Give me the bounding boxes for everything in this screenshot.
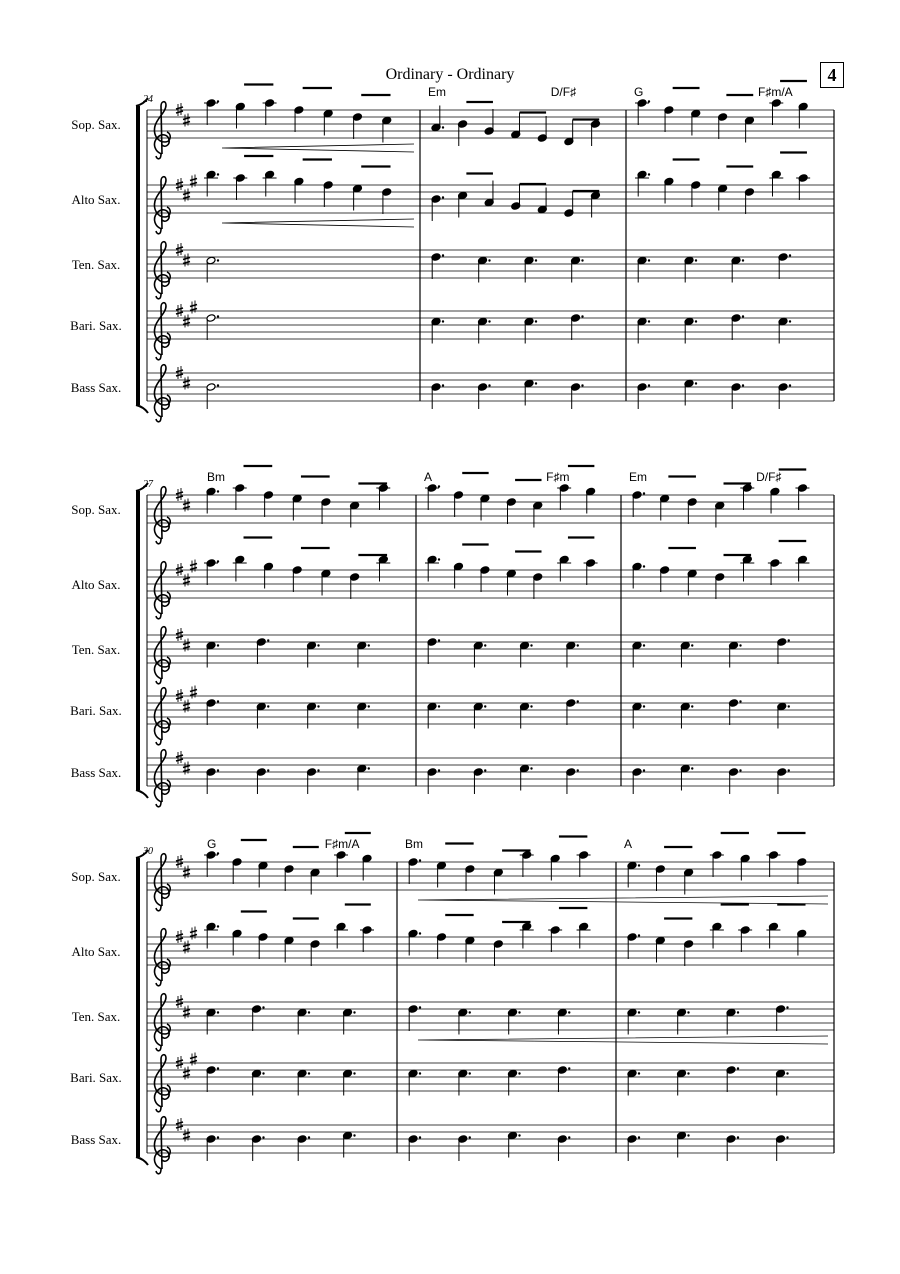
augmentation-dot (788, 639, 790, 641)
sharp-icon (176, 103, 183, 116)
augmentation-dot (267, 705, 269, 707)
system-bracket (136, 858, 140, 1157)
chord-symbol: A (424, 470, 433, 484)
augmentation-dot (739, 644, 741, 646)
augmentation-dot (789, 384, 791, 386)
augmentation-dot (469, 1136, 471, 1138)
augmentation-dot (577, 644, 579, 646)
augmentation-dot (217, 100, 219, 102)
instrument-label: Bari. Sax. (70, 318, 122, 333)
chord-symbol: G (634, 85, 644, 99)
sharp-icon (176, 1118, 183, 1131)
augmentation-dot (643, 565, 645, 567)
augmentation-dot (535, 259, 537, 261)
augmentation-dot (786, 1006, 788, 1008)
instrument-label: Ten. Sax. (71, 642, 121, 657)
augmentation-dot (737, 1011, 739, 1013)
measure-number: 30 (143, 846, 153, 857)
sharp-icon (183, 377, 190, 390)
augmentation-dot (217, 315, 219, 317)
augmentation-dot (217, 1136, 219, 1138)
augmentation-dot (442, 254, 444, 256)
page-title: Ordinary - Ordinary (385, 66, 515, 83)
sharp-icon (183, 114, 190, 127)
augmentation-dot (648, 320, 650, 322)
instrument-label: Ten. Sax. (71, 257, 121, 272)
chord-symbol: D/F♯ (756, 470, 782, 484)
augmentation-dot (530, 705, 532, 707)
augmentation-dot (217, 925, 219, 927)
sharp-icon (190, 301, 197, 314)
instrument-label: Alto Sax. (71, 944, 121, 959)
augmentation-dot (648, 100, 650, 102)
augmentation-dot (695, 320, 697, 322)
augmentation-dot (217, 852, 219, 854)
augmentation-dot (581, 384, 583, 386)
bracket-hook-bottom (136, 1157, 148, 1165)
augmentation-dot (368, 644, 370, 646)
sharp-icon (176, 563, 183, 576)
augmentation-dot (488, 320, 490, 322)
augmentation-dot (308, 1136, 310, 1138)
augmentation-dot (217, 644, 219, 646)
augmentation-dot (442, 384, 444, 386)
augmentation-dot (419, 1072, 421, 1074)
augmentation-dot (262, 1072, 264, 1074)
augmentation-dot (419, 1136, 421, 1138)
augmentation-dot (648, 173, 650, 175)
augmentation-dot (438, 769, 440, 771)
augmentation-dot (788, 705, 790, 707)
augmentation-dot (695, 259, 697, 261)
sharp-icon (176, 689, 183, 702)
augmentation-dot (737, 1067, 739, 1069)
crescendo-hairpin (418, 1036, 828, 1044)
instrument-label: Bass Sax. (70, 1132, 122, 1147)
augmentation-dot (438, 639, 440, 641)
augmentation-dot (438, 558, 440, 560)
augmentation-dot (638, 1072, 640, 1074)
sharp-icon (176, 366, 183, 379)
augmentation-dot (691, 767, 693, 769)
augmentation-dot (643, 644, 645, 646)
crescendo-hairpin (418, 896, 828, 904)
sharp-icon (176, 751, 183, 764)
augmentation-dot (786, 1072, 788, 1074)
sharp-icon (176, 995, 183, 1008)
sharp-icon (183, 189, 190, 202)
chord-symbol: Em (428, 85, 446, 99)
augmentation-dot (267, 769, 269, 771)
augmentation-dot (742, 259, 744, 261)
augmentation-dot (484, 769, 486, 771)
sharp-icon (183, 499, 190, 512)
sharp-icon (176, 930, 183, 943)
sharp-icon (176, 304, 183, 317)
augmentation-dot (419, 1006, 421, 1008)
augmentation-dot (789, 254, 791, 256)
augmentation-dot (687, 1134, 689, 1136)
sharp-icon (190, 1053, 197, 1066)
crescendo-hairpin (222, 144, 414, 152)
augmentation-dot (535, 382, 537, 384)
augmentation-dot (518, 1011, 520, 1013)
sharp-icon (183, 866, 190, 879)
chord-symbol: F♯m/A (324, 837, 360, 851)
system-bracket (136, 106, 140, 405)
chord-symbol: A (624, 837, 633, 851)
augmentation-dot (488, 259, 490, 261)
augmentation-dot (638, 864, 640, 866)
sharp-icon (183, 315, 190, 328)
instrument-label: Bari. Sax. (70, 703, 122, 718)
instrument-label: Bass Sax. (70, 380, 122, 395)
augmentation-dot (577, 700, 579, 702)
augmentation-dot (568, 1136, 570, 1138)
sharp-icon (176, 1056, 183, 1069)
augmentation-dot (308, 1011, 310, 1013)
augmentation-dot (530, 644, 532, 646)
augmentation-dot (419, 932, 421, 934)
augmentation-dot (217, 259, 219, 261)
augmentation-dot (737, 1136, 739, 1138)
chord-symbol: G (207, 837, 217, 851)
augmentation-dot (442, 126, 444, 128)
sharp-icon (190, 560, 197, 573)
augmentation-dot (317, 705, 319, 707)
augmentation-dot (581, 259, 583, 261)
sharp-icon (190, 686, 197, 699)
augmentation-dot (217, 490, 219, 492)
instrument-label: Sop. Sax. (71, 869, 121, 884)
sharp-icon (183, 574, 190, 587)
augmentation-dot (368, 705, 370, 707)
augmentation-dot (581, 315, 583, 317)
sharp-icon (176, 855, 183, 868)
augmentation-dot (469, 1072, 471, 1074)
augmentation-dot (687, 1011, 689, 1013)
augmentation-dot (484, 644, 486, 646)
augmentation-dot (742, 384, 744, 386)
augmentation-dot (687, 1072, 689, 1074)
augmentation-dot (643, 769, 645, 771)
augmentation-dot (648, 259, 650, 261)
instrument-label: Alto Sax. (71, 192, 121, 207)
augmentation-dot (577, 769, 579, 771)
sharp-icon (176, 243, 183, 256)
chord-symbol: Em (629, 470, 647, 484)
augmentation-dot (438, 705, 440, 707)
augmentation-dot (317, 644, 319, 646)
augmentation-dot (442, 320, 444, 322)
augmentation-dot (518, 1072, 520, 1074)
augmentation-dot (438, 485, 440, 487)
instrument-label: Bari. Sax. (70, 1070, 122, 1085)
augmentation-dot (695, 382, 697, 384)
augmentation-dot (739, 700, 741, 702)
bracket-hook-bottom (136, 790, 148, 798)
chord-symbol: Bm (405, 837, 423, 851)
augmentation-dot (442, 196, 444, 198)
augmentation-dot (217, 700, 219, 702)
augmentation-dot (638, 934, 640, 936)
sharp-icon (183, 254, 190, 267)
augmentation-dot (643, 705, 645, 707)
sharp-icon (190, 175, 197, 188)
augmentation-dot (419, 859, 421, 861)
system-bracket (136, 491, 140, 790)
augmentation-dot (568, 1011, 570, 1013)
augmentation-dot (262, 1136, 264, 1138)
augmentation-dot (469, 1011, 471, 1013)
sharp-icon (183, 1006, 190, 1019)
instrument-label: Bass Sax. (70, 765, 122, 780)
augmentation-dot (691, 705, 693, 707)
sharp-icon (183, 762, 190, 775)
augmentation-dot (267, 639, 269, 641)
augmentation-dot (518, 1134, 520, 1136)
augmentation-dot (353, 1011, 355, 1013)
chord-symbol: D/F♯ (550, 85, 577, 99)
instrument-label: Sop. Sax. (71, 117, 121, 132)
augmentation-dot (317, 769, 319, 771)
augmentation-dot (488, 384, 490, 386)
augmentation-dot (535, 320, 537, 322)
augmentation-dot (638, 1011, 640, 1013)
augmentation-dot (484, 705, 486, 707)
augmentation-dot (742, 315, 744, 317)
augmentation-dot (308, 1072, 310, 1074)
sharp-icon (183, 941, 190, 954)
augmentation-dot (789, 320, 791, 322)
sharp-icon (183, 1129, 190, 1142)
page-number: 4 (820, 62, 844, 88)
augmentation-dot (217, 560, 219, 562)
augmentation-dot (530, 767, 532, 769)
instrument-label: Alto Sax. (71, 577, 121, 592)
sharp-icon (176, 628, 183, 641)
chord-symbol: Bm (207, 470, 225, 484)
augmentation-dot (691, 644, 693, 646)
augmentation-dot (648, 384, 650, 386)
augmentation-dot (739, 769, 741, 771)
augmentation-dot (353, 1072, 355, 1074)
chord-symbol: F♯m/A (758, 85, 793, 99)
augmentation-dot (262, 1006, 264, 1008)
augmentation-dot (368, 767, 370, 769)
augmentation-dot (638, 1136, 640, 1138)
sharp-icon (183, 1067, 190, 1080)
sharp-icon (183, 700, 190, 713)
instrument-label: Ten. Sax. (71, 1009, 121, 1024)
augmentation-dot (788, 769, 790, 771)
measure-number: 27 (143, 479, 153, 490)
sharp-icon (176, 488, 183, 501)
augmentation-dot (217, 769, 219, 771)
augmentation-dot (568, 1067, 570, 1069)
bracket-hook-bottom (136, 405, 148, 413)
augmentation-dot (217, 384, 219, 386)
augmentation-dot (217, 1067, 219, 1069)
crescendo-hairpin (222, 219, 414, 227)
augmentation-dot (217, 1011, 219, 1013)
sharp-icon (190, 927, 197, 940)
instrument-label: Sop. Sax. (71, 502, 121, 517)
augmentation-dot (643, 492, 645, 494)
augmentation-dot (786, 1136, 788, 1138)
augmentation-dot (353, 1134, 355, 1136)
measure-number: 24 (143, 94, 153, 105)
augmentation-dot (217, 173, 219, 175)
chord-symbol: F♯m (546, 470, 570, 484)
sharp-icon (183, 639, 190, 652)
sharp-icon (176, 178, 183, 191)
